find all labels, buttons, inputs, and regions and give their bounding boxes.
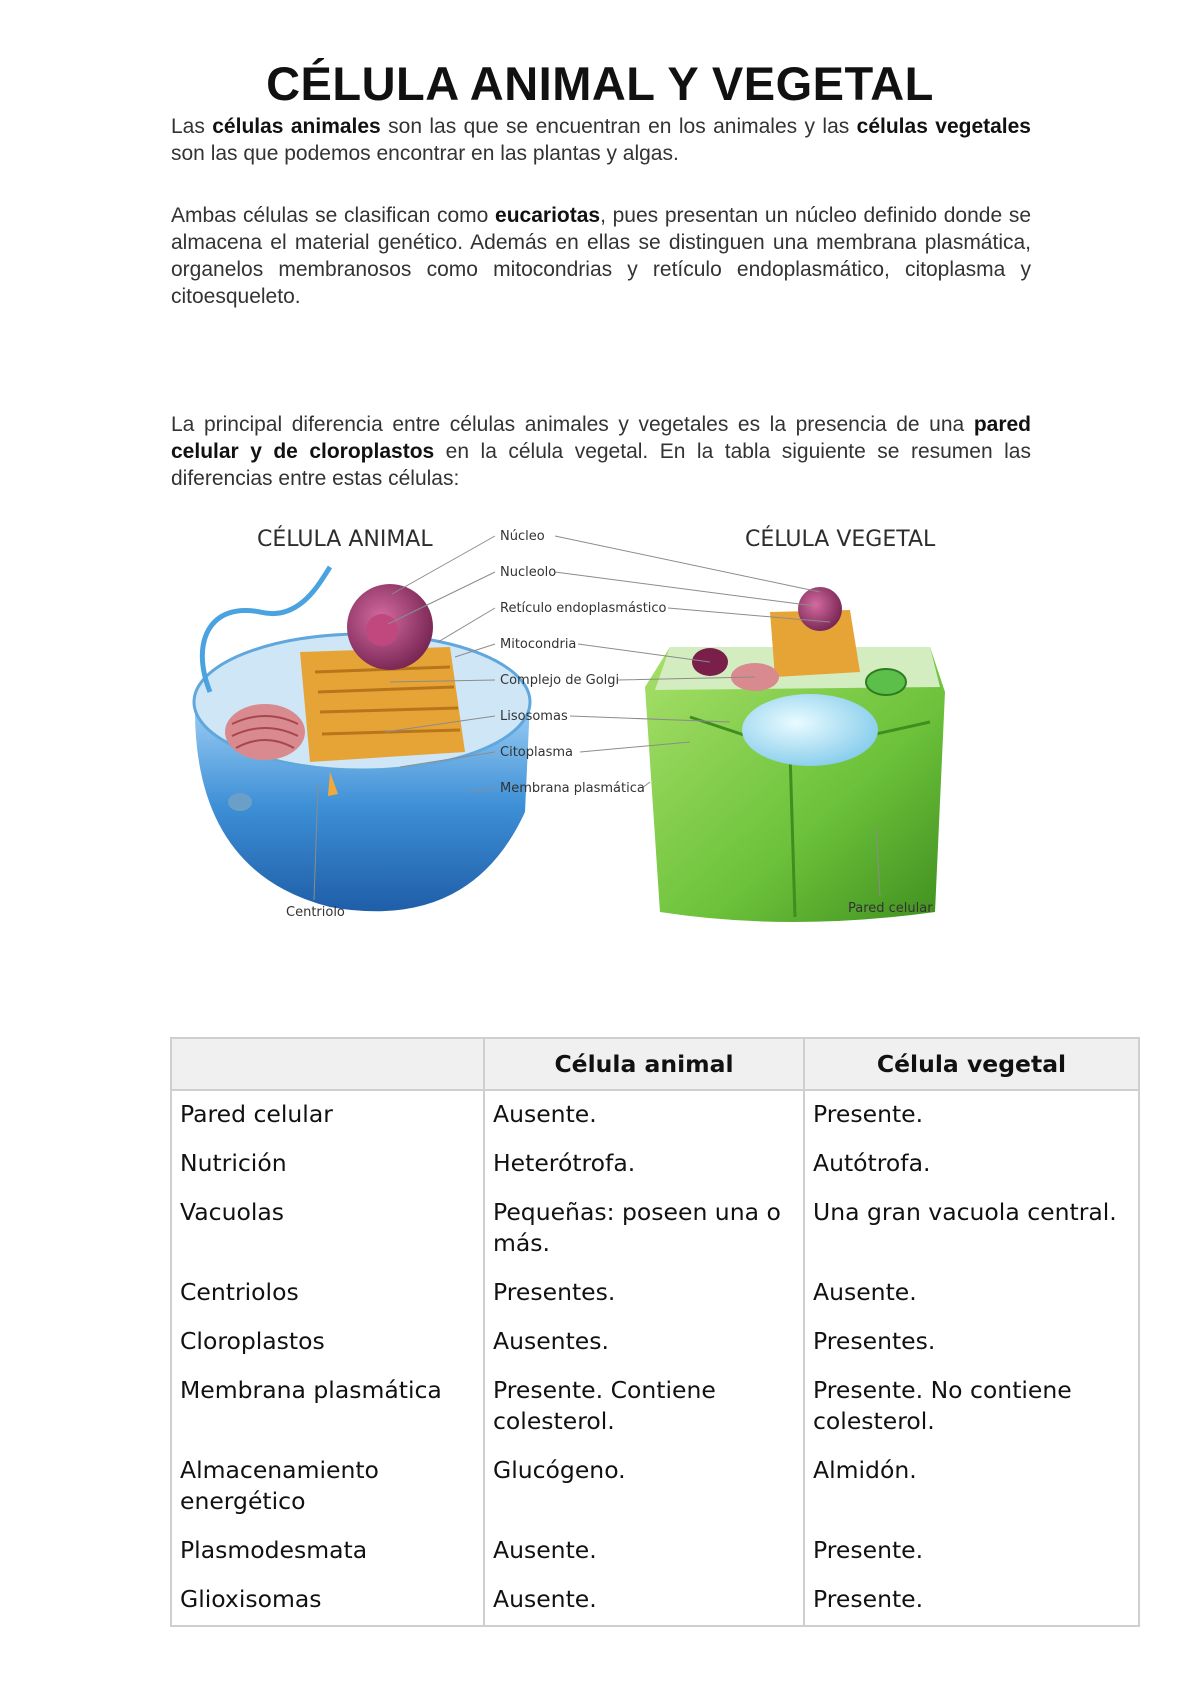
plant-cell-illustration — [645, 587, 945, 922]
eukaryote-paragraph — [171, 202, 1031, 310]
text-run: Las — [171, 115, 213, 138]
table-row — [171, 1527, 1139, 1576]
label-membrana: Membrana plasmática — [500, 781, 645, 796]
label-mitocondria: Mitocondria — [500, 637, 577, 652]
label-reticulo: Retículo endoplasmástico — [500, 601, 667, 616]
row-plant-value: Presente. — [804, 1576, 1139, 1626]
row-feature: Cloroplastos — [171, 1318, 484, 1367]
comparison-table — [170, 1037, 1140, 1627]
row-plant-value: Autótrofa. — [804, 1140, 1139, 1189]
row-feature: Pared celular — [171, 1090, 484, 1140]
table-row — [171, 1447, 1139, 1527]
text-run: son las que podemos encontrar en las plantas y algas. — [171, 142, 679, 165]
row-feature: Glioxisomas — [171, 1576, 484, 1626]
row-animal-value: Ausente. — [484, 1090, 804, 1140]
text-run: Ambas células se clasifican como — [171, 204, 496, 227]
row-animal-value: Ausente. — [484, 1527, 804, 1576]
header-plant: Célula vegetal — [804, 1038, 1139, 1090]
text-run: son las que se encuentran en los animales y las — [380, 115, 857, 138]
row-plant-value: Presente. No contiene colesterol. — [804, 1367, 1139, 1447]
table-row — [171, 1140, 1139, 1189]
label-citoplasma: Citoplasma — [500, 745, 573, 760]
row-plant-value: Presente. — [804, 1527, 1139, 1576]
table-row — [171, 1367, 1139, 1447]
row-feature: Plasmodesmata — [171, 1527, 484, 1576]
bold-term: eucariotas — [495, 204, 601, 227]
bold-term: pared celular y de cloroplastos — [171, 413, 1031, 463]
row-animal-value: Ausente. — [484, 1576, 804, 1626]
animal-cell-caption: CÉLULA ANIMAL — [257, 527, 433, 552]
text-run: La principal diferencia entre células animales y vegetales es la presencia de una — [171, 413, 974, 436]
text-run: , pues presentan un núcleo definido donde se almacena el material genético. Además en ellas se distinguen una membrana plasmática, organelos membranosos como mitocondrias y retículo endoplasmático, citoplasma y citoesqueleto. — [171, 204, 1031, 308]
plant-cell-caption: CÉLULA VEGETAL — [745, 527, 936, 552]
row-plant-value: Presente. — [804, 1090, 1139, 1140]
table-row — [171, 1576, 1139, 1626]
intro-paragraph — [171, 113, 1031, 167]
bold-term: células animales — [212, 115, 381, 138]
table-row — [171, 1189, 1139, 1269]
row-plant-value: Almidón. — [804, 1447, 1139, 1527]
table-row — [171, 1318, 1139, 1367]
row-feature: Centriolos — [171, 1269, 484, 1318]
row-plant-value: Ausente. — [804, 1269, 1139, 1318]
row-plant-value: Presentes. — [804, 1318, 1139, 1367]
text-run: en la célula vegetal. En la tabla siguiente se resumen las diferencias entre estas células: — [171, 440, 1031, 490]
label-nucleolo: Nucleolo — [500, 565, 557, 580]
row-animal-value: Presentes. — [484, 1269, 804, 1318]
label-nucleo: Núcleo — [500, 529, 545, 544]
table-row — [171, 1090, 1139, 1140]
header-animal: Célula animal — [484, 1038, 804, 1090]
label-lisosomas: Lisosomas — [500, 709, 568, 724]
label-golgi: Complejo de Golgi — [500, 673, 620, 688]
table-row — [171, 1269, 1139, 1318]
label-pared: Pared celular — [848, 901, 933, 916]
page-title: CÉLULA ANIMAL Y VEGETAL — [266, 57, 934, 110]
row-feature: Membrana plasmática — [171, 1367, 484, 1447]
row-animal-value: Pequeñas: poseen una o más. — [484, 1189, 804, 1269]
animal-cell-illustration — [194, 567, 530, 911]
bold-term: células vegetales — [856, 115, 1031, 138]
row-feature: Nutrición — [171, 1140, 484, 1189]
row-plant-value: Una gran vacuola central. — [804, 1189, 1139, 1269]
cell-diagram — [170, 512, 1040, 992]
row-animal-value: Heterótrofa. — [484, 1140, 804, 1189]
row-feature: Almacenamiento energético — [171, 1447, 484, 1527]
row-animal-value: Glucógeno. — [484, 1447, 804, 1527]
row-animal-value: Presente. Contiene colesterol. — [484, 1367, 804, 1447]
difference-paragraph — [171, 411, 1031, 492]
row-feature: Vacuolas — [171, 1189, 484, 1269]
row-animal-value: Ausentes. — [484, 1318, 804, 1367]
table-header-row — [171, 1038, 1139, 1090]
label-centriolo: Centriolo — [286, 905, 345, 920]
header-empty — [171, 1038, 484, 1090]
